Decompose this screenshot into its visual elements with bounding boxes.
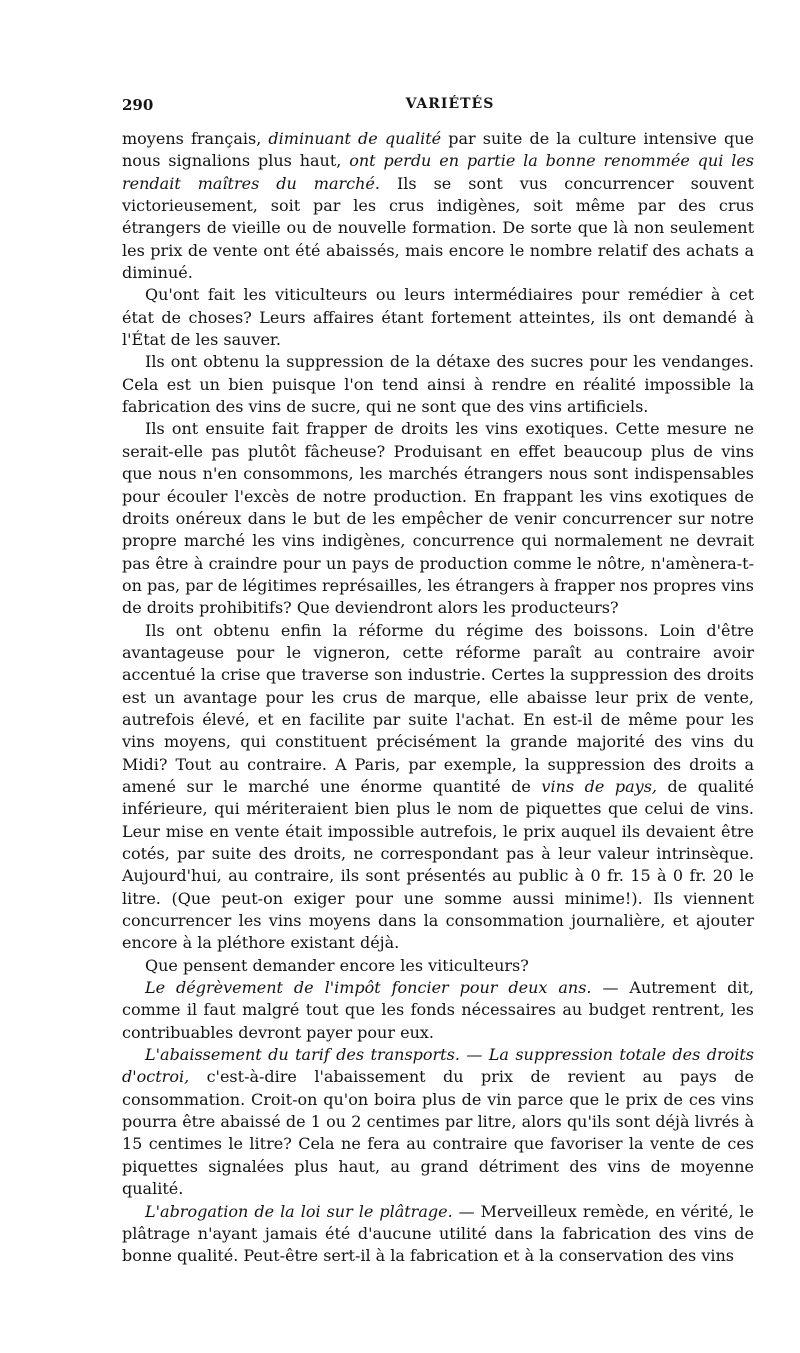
page-header xyxy=(122,96,754,120)
italic-text: ont perdu en partie la bonne renommée qui les rendait maîtres du marché. xyxy=(122,151,754,193)
paragraph xyxy=(122,351,754,418)
paragraph xyxy=(122,418,754,619)
italic-text: vins de pays, xyxy=(541,776,657,796)
text-run: — Autrement dit, comme il faut malgré tout que les fonds nécessaires au budget rentrent, les contribuables devront payer pour eux. xyxy=(122,978,754,1042)
text-run: c'est-à-dire l'abaissement du prix de revient au pays de consommation. Croit-on qu'on boira plus de vin parce que le prix de ces vins pourra être abaissé de 1 ou 2 centimes par litre, alors qu'ils sont déjà livrés à 15 centimes le litre? Cela ne fera au contraire que favoriser la vente de ces piquettes signalées plus haut, au grand détriment des vins de moyenne qualité. xyxy=(122,1067,754,1199)
paragraph xyxy=(122,955,754,977)
italic-text: Le dégrèvement de l'impôt foncier pour deux ans. xyxy=(145,978,592,998)
paragraph xyxy=(122,977,754,1044)
paragraph xyxy=(122,1201,754,1268)
text-run: — Merveilleux remède, en vérité, le plâtrage n'ayant jamais été d'aucune utilité dans la fabrication des vins de bonne qualité. Peut-être sert-il à la fabrication et à la conservation des vins xyxy=(122,1201,754,1266)
text-run: Ils ont obtenu enfin la réforme du régime des boissons. Loin d'être avantageuse pour le vigneron, cette réforme paraît au contraire avoir accentué la crise que traverse son industrie. Certes la suppression des droits est un avantage pour les crus de marque, elle abaisse leur prix de vente, autrefois élevé, et en facilite par suite l'achat. En est-il de même pour les vins moyens, qui constituent précisément la grande majorité des vins du Midi? Tout au contraire. A Paris, par exemple, la suppression des droits a amené sur le marché une énorme quantité de xyxy=(122,620,754,796)
text-run: moyens français, xyxy=(122,129,269,148)
text-run: Qu'ont fait les viticulteurs ou leurs intermédiaires pour remédier à cet état de choses? Leurs affaires étant fortement atteintes, ils ont demandé à l'État de les sauver. xyxy=(122,285,754,350)
paragraph xyxy=(122,284,754,351)
paragraph xyxy=(122,128,754,284)
text-run: Ils ont ensuite fait frapper de droits les vins exotiques. Cette mesure ne serait-elle pas plutôt fâcheuse? Produisant en effet beaucoup plus de vins que nous n'en consommons, les marchés étrangers nous sont indispensables pour écouler l'excès de notre production. En frappant les vins exotiques de droits onéreux dans le but de les empêcher de venir concurrencer sur notre propre marché les vins indigènes, concurrence qui normalement ne devrait pas être à craindre pour un pays de production comme le nôtre, n'amènera-t-on pas, par de légitimes représailles, les étrangers à frapper nos propres vins de droits prohibitifs? Que deviendront alors les producteurs? xyxy=(122,419,754,618)
page-number: 290 xyxy=(122,96,154,114)
italic-text: L'abaissement du tarif des transports. — La suppression totale des droits d'octroi, xyxy=(122,1045,754,1087)
text-run: de qualité inférieure, qui mériteraient bien plus le nom de piquettes que celui de vins. Leur mise en vente était impossible autrefois, le prix auquel ils devaient être cotés, par suite des droits, ne correspondant pas à leur valeur intrinsèque. Aujourd'hui, au contraire, ils sont présentés au public à 0 fr. 15 à 0 fr. 20 le litre. (Que peut-on exiger pour une somme aussi minime!). Ils viennent concurrencer les vins moyens dans la consommation journalière, et ajouter encore à la pléthore existant déjà. xyxy=(122,776,755,953)
text-run: Ils se sont vus concurrencer souvent victorieusement, soit par les crus indigènes, soit même par des crus étrangers de vieille ou de nouvelle formation. De sorte que là non seulement les prix de vente ont été abaissés, mais encore le nombre relatif des achats a diminué. xyxy=(122,173,754,283)
running-title: VARIÉTÉS xyxy=(405,96,495,112)
body-text xyxy=(122,128,754,1268)
paragraph xyxy=(122,620,754,955)
text-run: Ils ont obtenu la suppression de la détaxe des sucres pour les vendanges. Cela est un bien puisque l'on tend ainsi à rendre en réalité impossible la fabrication des vins de sucre, qui ne sont que des vins artificiels. xyxy=(122,352,754,417)
text-run: Que pensent demander encore les viticulteurs? xyxy=(145,955,529,975)
text-run: par suite de la culture intensive que nous signalions plus haut, xyxy=(122,129,755,171)
italic-text: L'abrogation de la loi sur le plâtrage. xyxy=(145,1201,453,1221)
italic-text: diminuant de qualité xyxy=(268,129,442,148)
paragraph xyxy=(122,1044,754,1200)
